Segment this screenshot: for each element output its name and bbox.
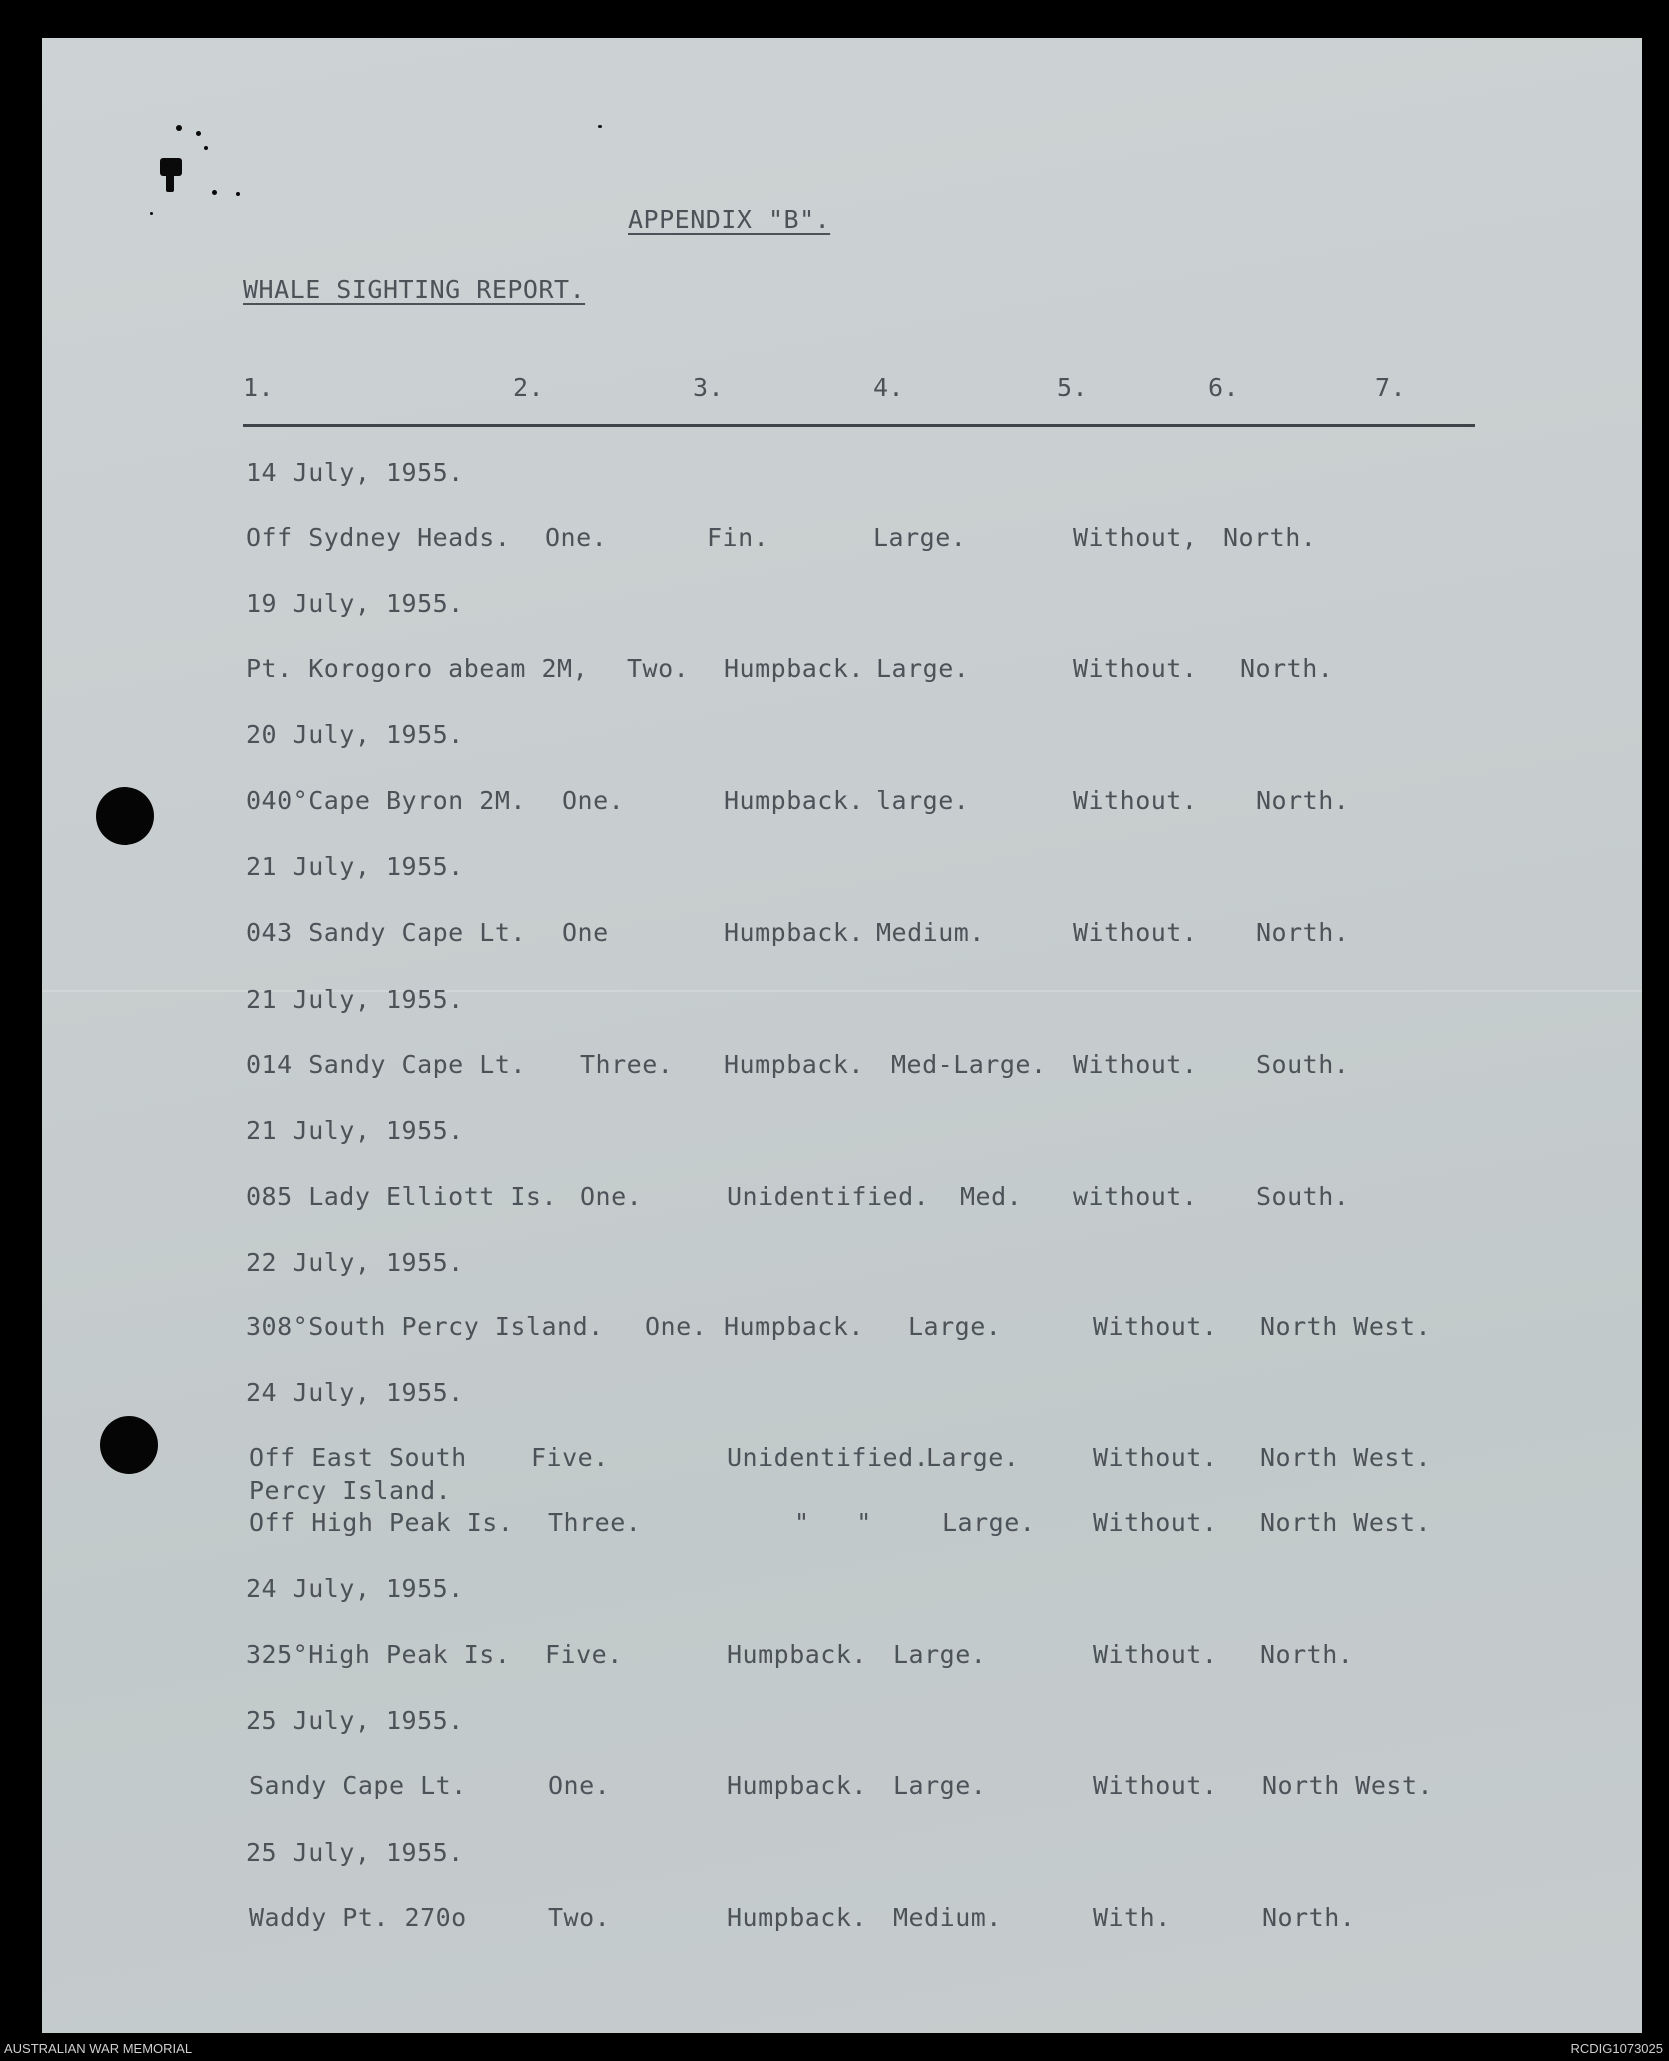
entry-number: Two. — [548, 1903, 611, 1932]
entry-size: large. — [876, 786, 970, 815]
entry-species: Humpback. — [724, 1050, 864, 1079]
entry-direction: North. — [1223, 523, 1317, 552]
entry-number: Five. — [531, 1443, 609, 1472]
column-number: 3. — [693, 373, 725, 402]
entry-direction: North West. — [1260, 1443, 1432, 1472]
entry-calves: Without. — [1073, 654, 1198, 683]
entry-size: Large. — [942, 1508, 1036, 1537]
entry-calves: Without. — [1073, 786, 1198, 815]
entry-number: One. — [562, 786, 625, 815]
archive-id: RCDIG1073025 — [1570, 2041, 1663, 2056]
entry-number: One. — [645, 1312, 708, 1341]
entry-date: 21 July, 1955. — [246, 985, 464, 1014]
entry-calves: Without. — [1093, 1443, 1218, 1472]
entry-position: Off Sydney Heads. — [246, 523, 511, 552]
entry-direction: North West. — [1260, 1312, 1432, 1341]
entry-calves: Without. — [1093, 1508, 1218, 1537]
column-number: 7. — [1375, 373, 1407, 402]
entry-number: Five. — [545, 1640, 623, 1669]
entry-size: Large. — [926, 1443, 1020, 1472]
entry-species: Unidentified. — [727, 1443, 930, 1472]
entry-number: One — [562, 918, 609, 947]
entry-position: Off East South — [249, 1443, 467, 1472]
entry-calves: Without. — [1093, 1640, 1218, 1669]
entry-species: Humpback. — [727, 1640, 867, 1669]
entry-calves: Without. — [1093, 1312, 1218, 1341]
entry-date: 22 July, 1955. — [246, 1248, 464, 1277]
entry-direction: South. — [1256, 1182, 1350, 1211]
report-title: WHALE SIGHTING REPORT. — [243, 275, 586, 304]
entry-calves: Without. — [1073, 918, 1198, 947]
entry-date: 25 July, 1955. — [246, 1838, 464, 1867]
archive-credit: AUSTRALIAN WAR MEMORIAL — [4, 2041, 193, 2056]
entry-position: 308°South Percy Island. — [246, 1312, 604, 1341]
entry-position: 043 Sandy Cape Lt. — [246, 918, 526, 947]
entry-species: Humpback. — [724, 654, 864, 683]
entry-size: Medium. — [876, 918, 985, 947]
entry-position: 040°Cape Byron 2M. — [246, 786, 526, 815]
column-number: 1. — [243, 373, 275, 402]
entry-size: Large. — [893, 1640, 987, 1669]
entry-calves: Without. — [1093, 1771, 1218, 1800]
entry-position: Waddy Pt. 270o — [249, 1903, 467, 1932]
entry-position: Off High Peak Is. — [249, 1508, 514, 1537]
entry-position: Sandy Cape Lt. — [249, 1771, 467, 1800]
entry-position: 325°High Peak Is. — [246, 1640, 511, 1669]
entry-size: Med-Large. — [891, 1050, 1047, 1079]
entry-position: Pt. Korogoro abeam 2M, — [246, 654, 589, 683]
header-rule — [243, 424, 1475, 427]
entry-size: Med. — [960, 1182, 1023, 1211]
entry-date: 20 July, 1955. — [246, 720, 464, 749]
entry-size: Large. — [908, 1312, 1002, 1341]
entry-species: " " — [794, 1508, 872, 1537]
entry-direction: North. — [1256, 918, 1350, 947]
entry-date: 24 July, 1955. — [246, 1574, 464, 1603]
entry-calves: With. — [1093, 1903, 1171, 1932]
entry-calves: Without. — [1073, 1050, 1198, 1079]
entry-direction: South. — [1256, 1050, 1350, 1079]
entry-number: One. — [545, 523, 608, 552]
entry-direction: North. — [1256, 786, 1350, 815]
entry-date: 25 July, 1955. — [246, 1706, 464, 1735]
entry-number: One. — [548, 1771, 611, 1800]
entry-species: Humpback. — [724, 918, 864, 947]
entry-size: Medium. — [893, 1903, 1002, 1932]
entry-date: 21 July, 1955. — [246, 1116, 464, 1145]
entry-position: 085 Lady Elliott Is. — [246, 1182, 558, 1211]
column-number: 4. — [873, 373, 905, 402]
entry-direction: North. — [1260, 1640, 1354, 1669]
punch-hole-lower — [100, 1416, 158, 1474]
entry-species: Humpback. — [724, 1312, 864, 1341]
entry-size: Large. — [893, 1771, 987, 1800]
entry-position-line2: Percy Island. — [249, 1476, 452, 1505]
entry-species: Humpback. — [724, 786, 864, 815]
appendix-title: APPENDIX "B". — [628, 205, 831, 234]
entry-calves: Without, — [1073, 523, 1198, 552]
entry-date: 24 July, 1955. — [246, 1378, 464, 1407]
entry-direction: North West. — [1262, 1771, 1434, 1800]
entry-number: Three. — [580, 1050, 674, 1079]
entry-position: 014 Sandy Cape Lt. — [246, 1050, 526, 1079]
entry-number: One. — [580, 1182, 643, 1211]
entry-size: Large. — [876, 654, 970, 683]
entry-direction: North. — [1262, 1903, 1356, 1932]
entry-species: Unidentified. — [727, 1182, 930, 1211]
column-number: 5. — [1057, 373, 1089, 402]
entry-number: Two. — [627, 654, 690, 683]
column-number: 2. — [513, 373, 545, 402]
column-number: 6. — [1208, 373, 1240, 402]
entry-date: 21 July, 1955. — [246, 852, 464, 881]
entry-date: 19 July, 1955. — [246, 589, 464, 618]
entry-species: Fin. — [707, 523, 770, 552]
punch-hole-upper — [96, 787, 154, 845]
entry-species: Humpback. — [727, 1771, 867, 1800]
entry-direction: North West. — [1260, 1508, 1432, 1537]
entry-calves: without. — [1073, 1182, 1198, 1211]
entry-number: Three. — [548, 1508, 642, 1537]
entry-date: 14 July, 1955. — [246, 458, 464, 487]
entry-size: Large. — [873, 523, 967, 552]
entry-direction: North. — [1240, 654, 1334, 683]
entry-species: Humpback. — [727, 1903, 867, 1932]
